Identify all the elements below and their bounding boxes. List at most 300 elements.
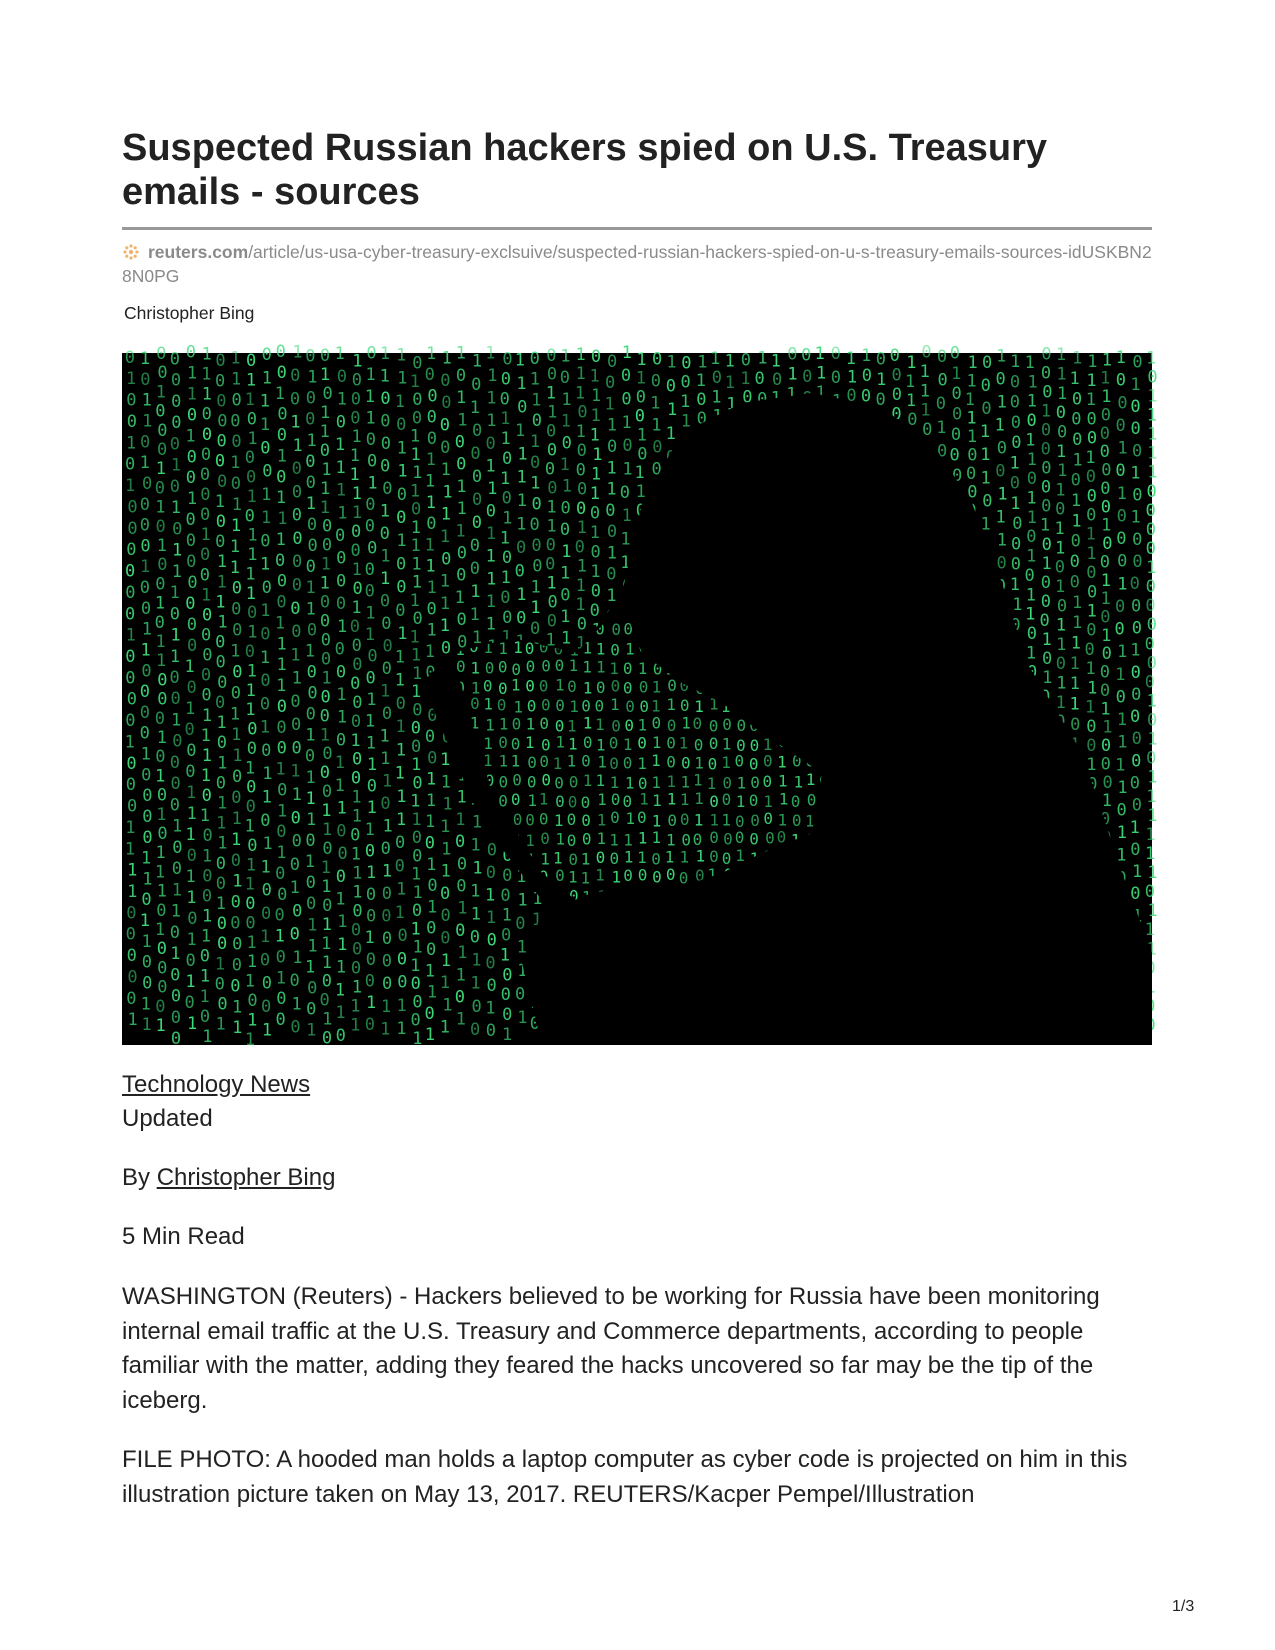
svg-text:1: 1	[277, 509, 288, 530]
svg-text:0: 0	[350, 541, 361, 562]
svg-text:0: 0	[244, 642, 256, 662]
svg-text:0: 0	[470, 443, 481, 464]
svg-text:0: 0	[365, 949, 376, 970]
svg-text:0: 0	[142, 827, 153, 848]
svg-text:1: 1	[171, 880, 183, 901]
svg-text:0: 0	[322, 384, 333, 404]
svg-text:1: 1	[539, 621, 549, 641]
svg-text:1: 1	[304, 852, 316, 873]
svg-text:0: 0	[791, 810, 802, 830]
svg-text:0: 0	[185, 594, 196, 615]
svg-text:0: 0	[126, 946, 137, 967]
svg-text:1: 1	[486, 411, 497, 432]
svg-text:1: 1	[171, 710, 182, 731]
svg-text:1: 1	[276, 843, 287, 864]
svg-text:1: 1	[245, 583, 257, 604]
svg-text:1: 1	[995, 507, 1006, 528]
svg-text:1: 1	[139, 453, 150, 474]
svg-text:1: 1	[595, 865, 605, 885]
svg-text:1: 1	[609, 772, 620, 792]
svg-text:1: 1	[441, 752, 451, 772]
svg-text:0: 0	[396, 577, 407, 598]
svg-text:1: 1	[351, 787, 362, 808]
svg-text:0: 0	[352, 939, 363, 960]
svg-text:1: 1	[538, 789, 549, 809]
svg-text:1: 1	[472, 858, 483, 879]
svg-text:0: 0	[125, 775, 137, 796]
svg-text:1: 1	[261, 484, 272, 505]
svg-text:1: 1	[424, 471, 436, 492]
svg-text:1: 1	[127, 1010, 138, 1031]
svg-text:1: 1	[1147, 901, 1158, 922]
svg-text:0: 0	[1009, 392, 1020, 413]
svg-text:1: 1	[500, 429, 511, 449]
svg-text:0: 0	[622, 678, 633, 698]
svg-text:0: 0	[232, 620, 243, 641]
svg-text:0: 0	[486, 975, 497, 996]
svg-text:1: 1	[412, 663, 423, 684]
svg-text:0: 0	[707, 754, 718, 774]
svg-text:1: 1	[709, 694, 719, 714]
svg-text:0: 0	[321, 1028, 333, 1049]
svg-text:0: 0	[1100, 405, 1112, 426]
svg-text:0: 0	[201, 424, 213, 445]
svg-text:0: 0	[624, 715, 635, 735]
svg-text:0: 0	[185, 468, 196, 489]
svg-text:1: 1	[621, 342, 632, 363]
svg-text:1: 1	[172, 816, 183, 837]
svg-text:0: 0	[749, 735, 760, 755]
svg-text:0: 0	[967, 445, 978, 466]
svg-text:1: 1	[231, 369, 242, 390]
svg-text:0: 0	[469, 637, 479, 656]
svg-text:0: 0	[170, 1007, 181, 1028]
svg-text:0: 0	[157, 363, 168, 384]
svg-text:0: 0	[290, 1017, 301, 1038]
svg-text:0: 0	[157, 824, 168, 844]
svg-text:0: 0	[320, 687, 331, 708]
svg-text:1: 1	[546, 573, 557, 594]
svg-text:1: 1	[247, 428, 258, 449]
svg-text:1: 1	[516, 514, 527, 535]
svg-text:1: 1	[1055, 615, 1067, 636]
svg-text:0: 0	[394, 856, 405, 877]
svg-text:0: 0	[275, 342, 286, 362]
svg-text:0: 0	[498, 678, 508, 698]
svg-text:0: 0	[652, 867, 662, 887]
svg-text:0: 0	[667, 810, 678, 830]
svg-text:1: 1	[512, 867, 523, 887]
byline-author-link[interactable]: Christopher Bing	[156, 1164, 336, 1191]
svg-text:0: 0	[352, 654, 363, 675]
svg-text:0: 0	[426, 428, 437, 449]
svg-text:0: 0	[539, 751, 550, 771]
svg-text:0: 0	[261, 345, 272, 366]
svg-text:1: 1	[1055, 480, 1066, 501]
svg-text:0: 0	[471, 513, 483, 533]
svg-text:0: 0	[305, 704, 316, 725]
svg-text:0: 0	[554, 716, 565, 736]
svg-text:0: 0	[502, 448, 513, 469]
svg-text:1: 1	[382, 816, 393, 837]
svg-text:1: 1	[634, 463, 645, 484]
svg-text:1: 1	[351, 503, 363, 524]
svg-text:0: 0	[125, 604, 136, 625]
svg-text:0: 0	[952, 465, 963, 486]
svg-text:0: 0	[510, 789, 521, 809]
svg-text:1: 1	[482, 827, 493, 847]
svg-text:1: 1	[469, 397, 480, 418]
svg-text:0: 0	[801, 345, 812, 366]
svg-text:1: 1	[695, 371, 707, 392]
svg-text:1: 1	[576, 518, 588, 539]
svg-text:1: 1	[411, 554, 422, 575]
svg-text:1: 1	[364, 386, 375, 407]
svg-text:1: 1	[155, 497, 166, 518]
svg-text:0: 0	[1071, 409, 1082, 430]
svg-text:1: 1	[186, 489, 198, 510]
svg-text:0: 0	[499, 389, 510, 410]
svg-text:0: 0	[381, 884, 392, 905]
svg-text:0: 0	[427, 748, 438, 769]
svg-text:1: 1	[154, 862, 166, 883]
svg-text:1: 1	[261, 368, 273, 389]
svg-text:0: 0	[708, 733, 719, 753]
svg-text:0: 0	[395, 693, 406, 714]
svg-text:0: 0	[335, 866, 347, 887]
svg-text:0: 0	[469, 559, 480, 580]
svg-text:0: 0	[891, 365, 902, 386]
svg-text:1: 1	[1102, 717, 1113, 738]
svg-text:1: 1	[199, 986, 210, 1007]
svg-text:0: 0	[305, 557, 316, 578]
svg-text:0: 0	[922, 420, 933, 440]
svg-text:0: 0	[470, 694, 480, 714]
svg-text:1: 1	[651, 415, 662, 436]
svg-text:1: 1	[364, 625, 375, 645]
svg-text:1: 1	[217, 753, 228, 774]
svg-text:0: 0	[1040, 477, 1052, 498]
svg-text:0: 0	[580, 792, 591, 812]
svg-text:0: 0	[336, 821, 347, 842]
svg-text:1: 1	[1069, 368, 1080, 389]
svg-text:1: 1	[516, 373, 527, 394]
svg-text:1: 1	[516, 491, 527, 512]
svg-text:1: 1	[247, 525, 258, 546]
svg-text:1: 1	[596, 829, 607, 848]
svg-text:0: 0	[1040, 439, 1051, 460]
svg-text:0: 0	[666, 733, 676, 753]
svg-text:0: 0	[322, 744, 333, 765]
svg-text:1: 1	[710, 348, 721, 369]
svg-text:0: 0	[335, 526, 346, 546]
svg-text:0: 0	[157, 555, 168, 576]
svg-text:1: 1	[351, 806, 362, 827]
svg-text:1: 1	[352, 882, 363, 903]
svg-text:0: 0	[681, 353, 692, 374]
svg-text:1: 1	[1086, 543, 1097, 564]
svg-text:1: 1	[277, 801, 288, 822]
svg-text:1: 1	[545, 383, 557, 404]
svg-text:0: 0	[468, 620, 479, 640]
svg-text:0: 0	[561, 433, 572, 454]
svg-text:1: 1	[596, 810, 607, 830]
svg-text:0: 0	[721, 789, 732, 809]
svg-text:1: 1	[666, 772, 677, 792]
svg-text:0: 0	[582, 732, 593, 752]
svg-text:0: 0	[139, 723, 150, 744]
svg-text:0: 0	[382, 478, 393, 499]
svg-text:0: 0	[322, 895, 333, 916]
category-link[interactable]: Technology News	[122, 1071, 311, 1098]
svg-text:0: 0	[1132, 529, 1143, 550]
svg-text:1: 1	[510, 751, 521, 771]
svg-text:0: 0	[155, 574, 166, 595]
svg-text:1: 1	[425, 450, 436, 471]
svg-text:0: 0	[185, 950, 196, 971]
svg-text:0: 0	[735, 811, 745, 831]
source-domain: reuters.com	[148, 242, 249, 262]
svg-text:1: 1	[245, 370, 257, 391]
svg-text:0: 0	[396, 554, 407, 575]
svg-text:0: 0	[367, 538, 378, 559]
svg-text:1: 1	[1069, 653, 1080, 674]
svg-text:1: 1	[185, 866, 196, 887]
svg-text:0: 0	[289, 971, 300, 992]
svg-text:1: 1	[381, 861, 393, 882]
svg-text:0: 0	[142, 786, 153, 807]
svg-text:1: 1	[155, 766, 166, 787]
svg-text:1: 1	[184, 657, 195, 678]
svg-text:0: 0	[366, 906, 377, 927]
svg-text:0: 0	[260, 531, 271, 552]
svg-text:0: 0	[349, 617, 360, 637]
svg-text:0: 0	[709, 827, 719, 847]
svg-text:0: 0	[381, 951, 392, 972]
svg-text:1: 1	[697, 352, 708, 373]
svg-text:0: 0	[412, 353, 423, 374]
svg-text:0: 0	[169, 604, 180, 625]
svg-text:1: 1	[351, 977, 363, 998]
svg-text:1: 1	[580, 849, 591, 869]
svg-text:0: 0	[555, 792, 565, 812]
svg-text:0: 0	[142, 473, 153, 494]
svg-text:0: 0	[595, 848, 606, 867]
svg-text:0: 0	[762, 771, 773, 791]
svg-text:1: 1	[1147, 443, 1158, 464]
svg-text:1: 1	[200, 725, 211, 746]
svg-text:0: 0	[547, 478, 558, 499]
svg-text:0: 0	[216, 431, 227, 452]
svg-text:1: 1	[805, 770, 816, 789]
svg-text:1: 1	[440, 750, 451, 770]
svg-text:0: 0	[566, 810, 577, 830]
svg-text:0: 0	[380, 388, 391, 409]
svg-text:0: 0	[1130, 707, 1141, 728]
svg-text:1: 1	[379, 501, 390, 522]
svg-text:1: 1	[589, 425, 600, 446]
svg-text:0: 0	[244, 506, 255, 527]
svg-text:0: 0	[247, 603, 258, 624]
svg-text:0: 0	[936, 346, 948, 367]
svg-text:1: 1	[604, 394, 615, 415]
category-line	[122, 1068, 310, 1102]
reuters-logo-icon	[122, 243, 140, 261]
svg-text:1: 1	[678, 733, 689, 753]
svg-text:1: 1	[483, 637, 493, 657]
svg-text:0: 0	[792, 751, 802, 771]
svg-text:1: 1	[246, 486, 257, 507]
svg-text:1: 1	[666, 695, 676, 715]
svg-text:1: 1	[426, 343, 437, 364]
svg-text:0: 0	[365, 495, 376, 516]
svg-text:1: 1	[622, 459, 633, 480]
svg-text:0: 0	[472, 420, 483, 441]
svg-text:0: 0	[275, 550, 286, 571]
svg-text:0: 0	[594, 696, 605, 716]
svg-text:1: 1	[245, 700, 256, 721]
svg-text:1: 1	[305, 493, 316, 514]
read-time: 5 Min Read	[122, 1223, 245, 1250]
svg-text:1: 1	[1012, 595, 1023, 616]
svg-text:0: 0	[246, 777, 257, 798]
svg-text:0: 0	[501, 548, 513, 569]
svg-text:1: 1	[319, 421, 330, 442]
source-url[interactable]	[122, 240, 1152, 288]
svg-text:1: 1	[217, 612, 228, 633]
svg-text:0: 0	[440, 883, 451, 904]
svg-text:0: 0	[484, 771, 495, 791]
svg-text:1: 1	[275, 488, 287, 509]
svg-text:0: 0	[411, 901, 423, 922]
svg-text:0: 0	[514, 561, 525, 582]
svg-text:0: 0	[696, 408, 707, 429]
svg-text:0: 0	[1100, 497, 1112, 518]
svg-text:0: 0	[776, 827, 787, 847]
svg-text:0: 0	[245, 797, 256, 818]
svg-text:1: 1	[546, 497, 557, 518]
svg-text:1: 1	[1146, 405, 1158, 426]
svg-text:0: 0	[170, 689, 181, 710]
svg-text:1: 1	[454, 587, 465, 608]
svg-text:0: 0	[335, 662, 347, 683]
svg-text:1: 1	[561, 628, 572, 649]
svg-text:0: 0	[171, 859, 182, 880]
svg-text:0: 0	[410, 718, 421, 739]
svg-text:0: 0	[679, 696, 690, 716]
svg-text:1: 1	[396, 879, 407, 900]
svg-text:0: 0	[651, 849, 661, 869]
svg-text:0: 0	[496, 885, 507, 905]
svg-text:0: 0	[937, 370, 948, 391]
svg-text:1: 1	[455, 965, 466, 986]
svg-text:0: 0	[157, 420, 168, 441]
svg-text:0: 0	[590, 581, 601, 602]
svg-text:1: 1	[427, 897, 438, 918]
svg-text:0: 0	[525, 810, 535, 830]
svg-text:0: 0	[140, 536, 151, 557]
svg-text:0: 0	[517, 397, 528, 418]
svg-text:0: 0	[574, 537, 585, 558]
svg-text:1: 1	[979, 422, 991, 443]
svg-text:0: 0	[590, 347, 602, 368]
svg-text:1: 1	[636, 349, 647, 370]
svg-text:1: 1	[334, 980, 346, 1001]
svg-text:1: 1	[351, 427, 362, 448]
svg-text:0: 0	[567, 792, 578, 812]
svg-text:1: 1	[364, 711, 376, 732]
svg-text:1: 1	[320, 478, 331, 499]
svg-text:0: 0	[215, 873, 227, 894]
svg-text:1: 1	[290, 412, 301, 433]
svg-text:1: 1	[575, 633, 587, 654]
svg-text:1: 1	[524, 732, 535, 752]
svg-text:0: 0	[609, 848, 620, 868]
svg-text:0: 0	[949, 445, 960, 466]
svg-text:1: 1	[395, 740, 407, 761]
svg-text:0: 0	[772, 370, 783, 391]
svg-text:1: 1	[575, 595, 586, 616]
svg-text:0: 0	[139, 494, 150, 515]
svg-text:1: 1	[412, 463, 423, 484]
svg-text:0: 0	[305, 472, 316, 493]
svg-text:1: 1	[351, 598, 362, 618]
svg-text:0: 0	[806, 790, 817, 810]
svg-text:0: 0	[471, 809, 481, 829]
svg-text:1: 1	[530, 598, 541, 619]
svg-text:0: 0	[154, 478, 166, 499]
svg-text:1: 1	[905, 371, 916, 392]
svg-text:0: 0	[397, 972, 408, 993]
svg-text:0: 0	[482, 846, 493, 866]
svg-text:0: 0	[621, 389, 632, 410]
svg-text:1: 1	[140, 744, 151, 765]
svg-text:1: 1	[906, 352, 917, 373]
svg-text:1: 1	[575, 345, 586, 365]
svg-text:1: 1	[680, 772, 691, 792]
svg-text:1: 1	[606, 585, 617, 606]
svg-text:0: 0	[306, 999, 317, 1020]
svg-text:0: 0	[201, 404, 212, 425]
svg-text:0: 0	[456, 876, 467, 897]
svg-text:0: 0	[1026, 469, 1038, 490]
svg-text:1: 1	[127, 860, 138, 881]
svg-text:0: 0	[1010, 615, 1021, 636]
svg-text:1: 1	[762, 734, 773, 754]
svg-text:0: 0	[127, 497, 138, 518]
svg-text:0: 0	[454, 432, 466, 453]
svg-text:1: 1	[1086, 371, 1097, 391]
svg-text:0: 0	[889, 346, 900, 367]
svg-text:1: 1	[469, 886, 480, 906]
svg-text:0: 0	[202, 605, 213, 626]
svg-text:1: 1	[259, 391, 271, 412]
svg-text:0: 0	[199, 1006, 211, 1027]
svg-text:1: 1	[805, 811, 815, 831]
svg-text:1: 1	[202, 906, 213, 927]
svg-text:1: 1	[439, 1017, 451, 1038]
svg-text:0: 0	[516, 608, 527, 629]
svg-text:0: 0	[1041, 534, 1052, 555]
svg-text:1: 1	[996, 346, 1007, 367]
svg-text:1: 1	[440, 618, 451, 638]
svg-text:1: 1	[186, 929, 197, 950]
svg-text:1: 1	[337, 912, 348, 933]
svg-text:0: 0	[230, 976, 241, 997]
svg-text:1: 1	[231, 725, 242, 746]
svg-text:1: 1	[456, 476, 467, 497]
svg-text:0: 0	[157, 977, 168, 998]
